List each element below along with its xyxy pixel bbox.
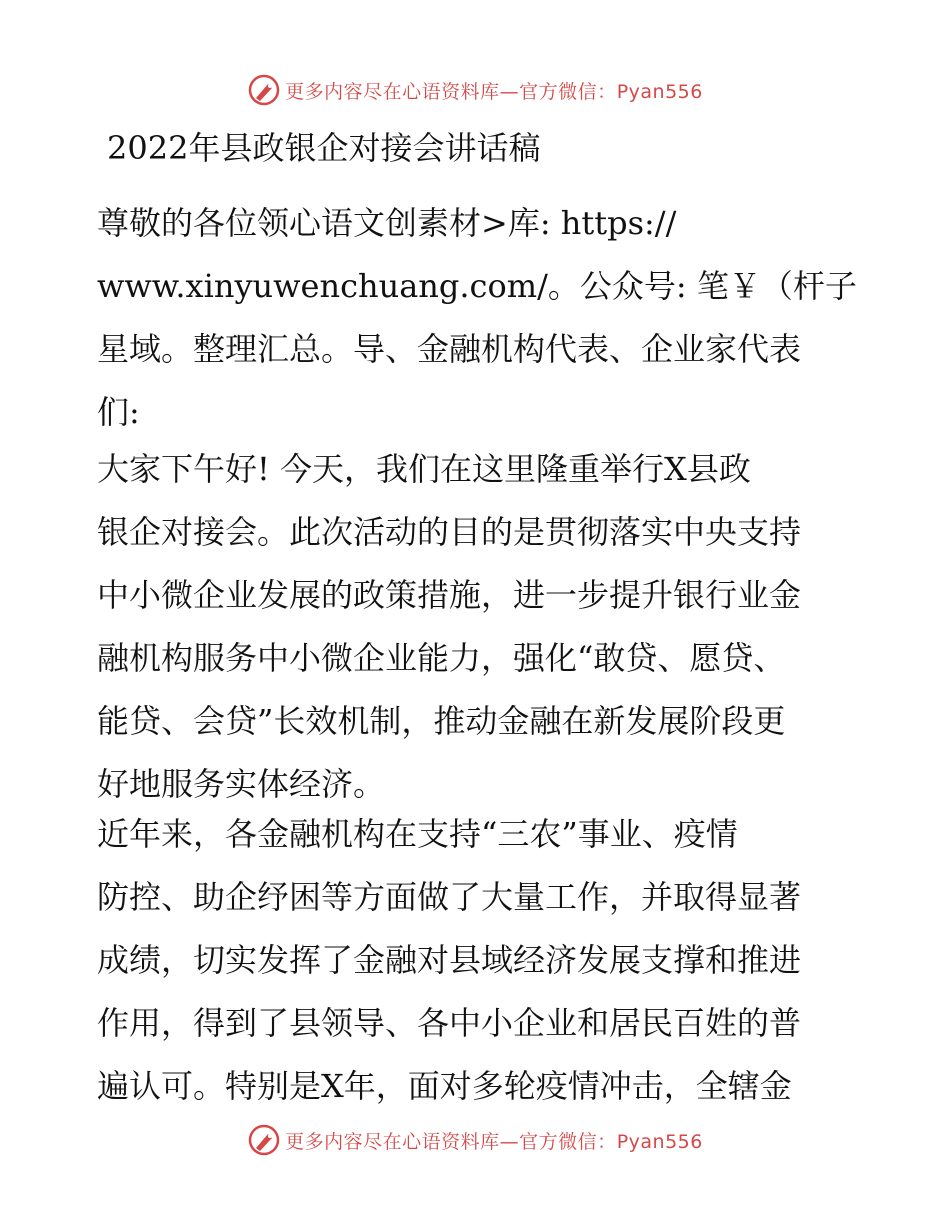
- text-line: 近年来，各金融机构在支持“三农”事业、疫情: [97, 815, 738, 853]
- text-line: 大家下午好! 今天，我们在这里隆重举行X县政: [97, 450, 751, 488]
- banner-wechat-id: Pyan556: [616, 80, 703, 103]
- banner-wechat-id: Pyan556: [616, 1130, 703, 1153]
- text-line: 融机构服务中小微企业能力，强化“敢贷、愿贷、: [97, 639, 786, 677]
- text-line: 们:: [97, 393, 140, 431]
- text-line: 好地服务实体经济。: [97, 765, 386, 803]
- text-line: 尊敬的各位领心语文创素材>库: https://: [97, 204, 677, 242]
- text-line: 防控、助企纾困等方面做了大量工作，并取得显著: [97, 878, 802, 916]
- text-line: 成绩，切实发挥了金融对县域经济发展支撑和推进: [97, 941, 802, 979]
- banner-separator: —: [499, 1130, 520, 1153]
- text-line: 能贷、会贷”长效机制，推动金融在新发展阶段更: [97, 702, 786, 740]
- document-title: 2022年县政银企对接会讲话稿: [107, 129, 541, 167]
- text-line: 遍认可。特别是X年，面对多轮疫情冲击，全辖金: [97, 1067, 792, 1105]
- text-line: 银企对接会。此次活动的目的是贯彻落实中央支持: [97, 513, 802, 551]
- banner-text: [285, 77, 703, 104]
- text-line: www.xinyuwenchuang.com/。公众号: 笔￥（杆子: [97, 267, 857, 305]
- pen-logo-icon: [247, 73, 281, 107]
- text-line: 中小微企业发展的政策措施，进一步提升银行业金: [97, 576, 802, 614]
- text-line: 作用，得到了县领导、各中小企业和居民百姓的普: [97, 1004, 802, 1042]
- banner-separator: —: [499, 80, 520, 103]
- banner-wechat-label: 官方微信：: [519, 1130, 617, 1153]
- paragraph-recent-years: [97, 803, 857, 1118]
- header-watermark-banner: [0, 70, 950, 110]
- footer-watermark-banner: [0, 1120, 950, 1160]
- banner-wechat-label: 官方微信：: [519, 80, 617, 103]
- paragraph-greeting: [97, 438, 857, 816]
- paragraph-salutation: [97, 192, 857, 444]
- text-line: 星域。整理汇总。导、金融机构代表、企业家代表: [97, 330, 802, 368]
- pen-logo-icon: [247, 1123, 281, 1157]
- banner-site-text: 更多内容尽在心语资料库: [285, 80, 500, 103]
- banner-site-text: 更多内容尽在心语资料库: [285, 1130, 500, 1153]
- banner-text: [285, 1127, 703, 1154]
